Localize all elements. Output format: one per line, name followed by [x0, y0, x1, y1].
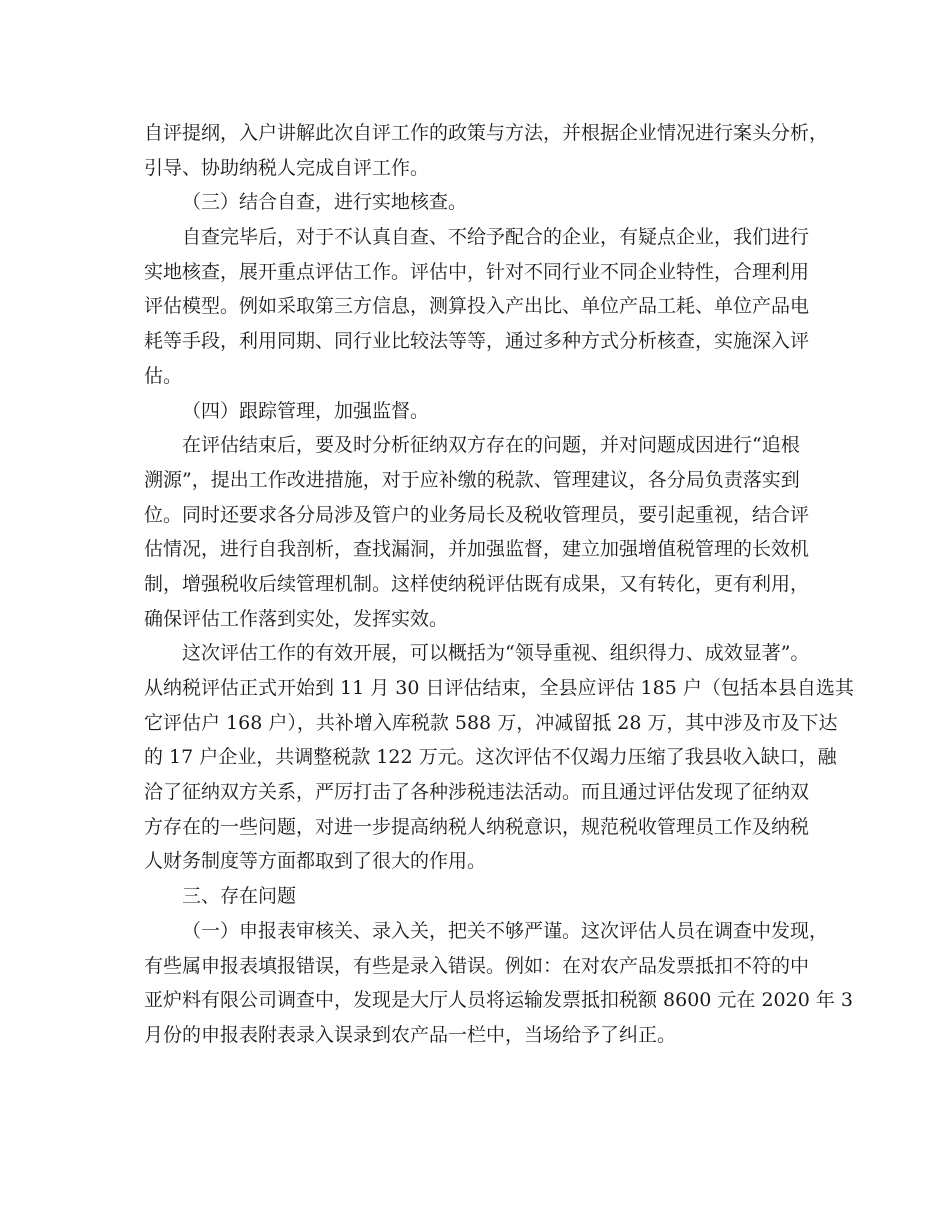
text-line: 确保评估工作落到实处，发挥实效。: [144, 607, 449, 630]
text-line: （四）跟踪管理，加强监督。: [182, 399, 430, 422]
text-line: 位。同时还要求各分局涉及管户的业务局长及税收管理员，要引起重视，结合评: [144, 503, 810, 526]
text-line: 月份的申报表附表录入误录到农产品一栏中，当场给予了纠正。: [144, 1023, 677, 1046]
section-heading: [144, 185, 806, 220]
text-line: 估情况，进行自我剖析，查找漏洞，并加强监督，建立加强增值税管理的长效机: [144, 538, 810, 561]
text-line: 自查完毕后，对于不认真自查、不给予配合的企业，有疑点企业，我们进行: [182, 226, 810, 249]
text-line: 有些属申报表填报错误，有些是录入错误。例如：在对农产品发票抵扣不符的中: [144, 954, 810, 977]
section-heading: [144, 394, 806, 429]
text-line: （三）结合自查，进行实地核查。: [182, 191, 468, 214]
text-line: 它评估户 168 户），共补增入库税款 588 万，冲减留抵 28 万，其中涉及市及下达: [144, 711, 838, 734]
text-line: 评估模型。例如采取第三方信息，测算投入产出比、单位产品工耗、单位产品电: [144, 295, 810, 318]
text-line: 耗等手段，利用同期、同行业比较法等等，通过多种方式分析核查，实施深入评: [144, 330, 810, 353]
text-line: 亚炉料有限公司调查中，发现是大厅人员将运输发票抵扣税额 8600 元在 2020 年 3: [144, 989, 853, 1012]
text-line: 引导、协助纳税人完成自评工作。: [144, 156, 430, 179]
text-line: 估。: [144, 364, 183, 387]
paragraph: [144, 914, 853, 1053]
text-line: 这次评估工作的有效开展，可以概括为“领导重视、组织得力、成效显著”。: [182, 642, 810, 665]
paragraph: [144, 428, 810, 636]
text-line: 自评提纲，入户讲解此次自评工作的政策与方法，并根据企业情况进行案头分析，: [144, 122, 829, 144]
text-line: 制，增强税收后续管理机制。这样使纳税评估既有成果，又有转化，更有利用，: [144, 572, 810, 595]
paragraph: [144, 636, 854, 879]
document-body: [144, 116, 854, 1053]
text-line: 溯源”，提出工作改进措施，对于应补缴的税款、管理建议，各分局负责落实到: [144, 468, 800, 491]
section-heading: [144, 879, 806, 914]
text-line: （一）申报表审核关、录入关，把关不够严谨。这次评估人员在调查中发现，: [182, 919, 829, 942]
text-line: 在评估结束后，要及时分析征纳双方存在的问题，并对问题成因进行“追根: [182, 434, 800, 457]
text-line: 方存在的一些问题，对进一步提高纳税人纳税意识，规范税收管理员工作及纳税: [144, 815, 810, 838]
paragraph: [144, 220, 810, 393]
text-line: 三、存在问题: [182, 885, 297, 908]
paragraph: [144, 116, 829, 185]
text-line: 实地核查，展开重点评估工作。评估中，针对不同行业不同企业特性，合理利用: [144, 260, 810, 283]
text-line: 的 17 户企业，共调整税款 122 万元。这次评估不仅竭力压缩了我县收入缺口，融: [144, 746, 837, 769]
text-line: 人财务制度等方面都取到了很大的作用。: [144, 850, 487, 873]
text-line: 从纳税评估正式开始到 11 月 30 日评估结束，全县应评估 185 户（包括本县自选其: [144, 677, 854, 699]
text-line: 洽了征纳双方关系，严厉打击了各种涉税违法活动。而且通过评估发现了征纳双: [144, 781, 810, 804]
